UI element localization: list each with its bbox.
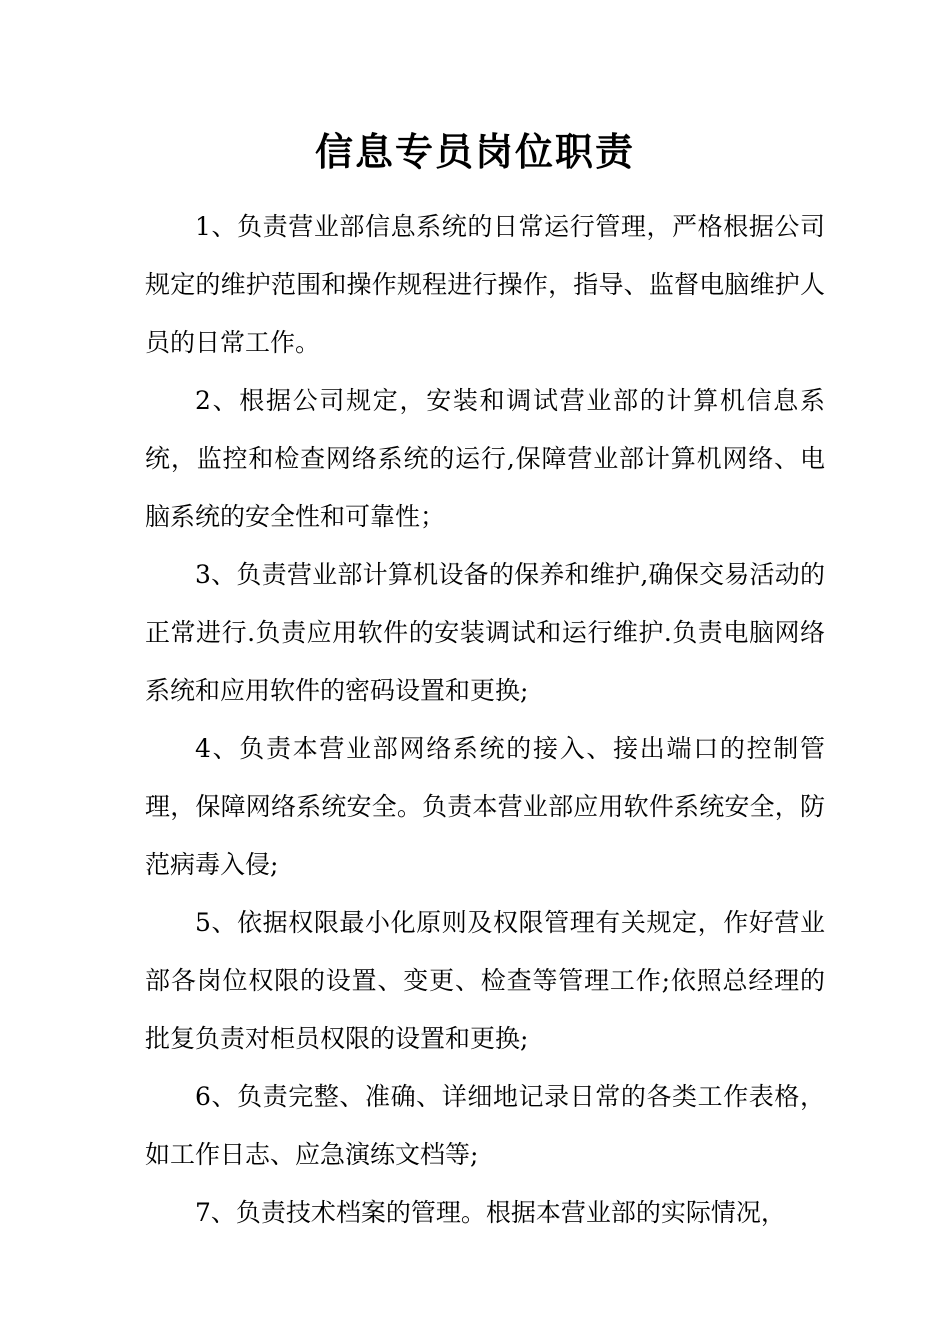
paragraph-4: 4、负责本营业部网络系统的接入、接出端口的控制管理，保障网络系统安全。负责本营业部应用软件系统安全，防范病毒入侵; [145, 734, 825, 879]
paragraph-1: 1、负责营业部信息系统的日常运行管理，严格根据公司规定的维护范围和操作规程进行操作，指导、监督电脑维护人员的日常工作。 [145, 212, 825, 357]
paragraph-3: 3、负责营业部计算机设备的保养和维护,确保交易活动的正常进行.负责应用软件的安装调试和运行维护.负责电脑网络系统和应用软件的密码设置和更换; [145, 560, 825, 705]
document-title: 信息专员岗位职责 [314, 130, 635, 174]
document-body [145, 198, 825, 1242]
paragraph-5: 5、依据权限最小化原则及权限管理有关规定，作好营业部各岗位权限的设置、变更、检查等管理工作;依照总经理的批复负责对柜员权限的设置和更换; [145, 908, 825, 1053]
paragraph-7: 7、负责技术档案的管理。根据本营业部的实际情况， [195, 1198, 786, 1227]
paragraph-6: 6、负责完整、准确、详细地记录日常的各类工作表格，如工作日志、应急演练文档等; [145, 1082, 825, 1169]
paragraph-2: 2、根据公司规定，安装和调试营业部的计算机信息系统，监控和检查网络系统的运行,保障营业部计算机网络、电脑系统的安全性和可靠性； [145, 386, 825, 531]
